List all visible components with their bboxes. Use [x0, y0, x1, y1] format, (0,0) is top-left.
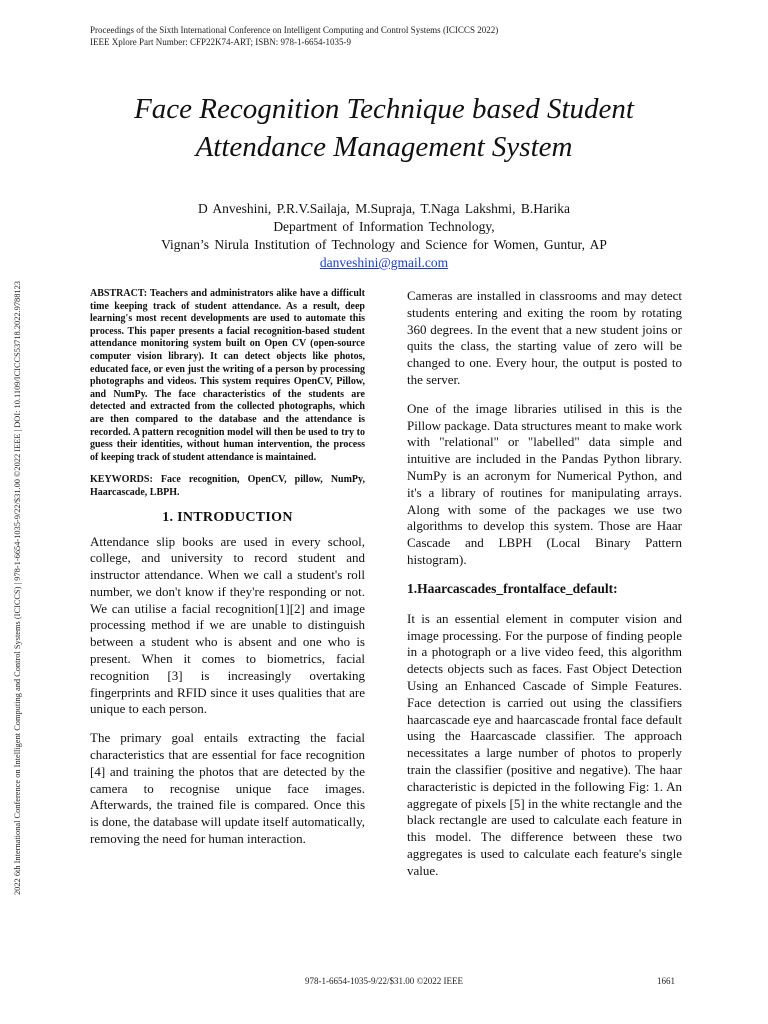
author-institution: Vignan’s Nirula Institution of Technology and Science for Women, Guntur, AP [161, 237, 607, 252]
abstract: ABSTRACT: Teachers and administrators alike have a difficult time keeping track of student attendance. As a result, deep learning's most recent developments are used to automate this process. This paper presents a facial recognition-based student attendance monitoring system built on Open CV (open-source computer vision library). It can detect objects like photos, educated face, or even just the writing of a person by processing photographs and videos. This system requires OpenCV, Pillow, and NumPy. The face characteristics of the students are detected and extracted from the collected photographs, which are then compared to the database and the attendance is recorded. A pattern recognition model will then be used to try to guess their identities, without human intervention, the process of keeping track of student attendance is maintained. [90, 288, 365, 463]
proceedings-header [90, 24, 498, 48]
right-column [407, 288, 682, 892]
haarcascade-paragraph: It is an essential element in computer vision and image processing. For the purpose of finding people in a photograph or a live video feed, this algorithm detects objects such as faces. Fast Object Detection Using an Enhanced Cascade of Simple Features. Face detection is carried out using the classifiers haarcascade eye and haarcascade frontal face default using the Haarcascade classifier. The approach necessitates a large number of photos to properly train the classifier (positive and negative). The haar characteristic is depicted in the following Fig: 1. An aggregate of pixels [5] in the white rectangle and the black rectangle are used to calculate each feature in this model. The difference between these two aggregates is used to calculate each feature's single value. [407, 610, 682, 878]
author-email-link[interactable]: danveshini@gmail.com [319, 255, 449, 270]
introduction-heading: 1. INTRODUCTION [162, 509, 293, 525]
libraries-paragraph: One of the image libraries utilised in this is the Pillow package. Data structures meant to make work with "relational" or "labelled" data simple and intuitive are included in the Pandas Python library. NumPy is an acronym for Numerical Python, and it's a library of routines for manipulating arrays. Along with some of the packages we use two algorithms to develop this system. Those are Haar Cascade and LBPH (Local Binary Pattern histogram). [407, 400, 682, 567]
haarcascade-heading: 1.Haarcascades_frontalface_default: [407, 580, 618, 596]
author-block [60, 200, 708, 272]
cameras-paragraph: Cameras are installed in classrooms and may detect students entering and exiting the room by rotating 360 degrees. In the event that a new student joins or quits the class, the starting value of zero will be changed to one. Every hour, the output is posted to the server. [407, 288, 682, 387]
title-line-2: Attendance Management System [195, 131, 573, 163]
footer-copyright: 978-1-6654-1035-9/22/$31.00 ©2022 IEEE [304, 976, 464, 986]
doi-sidebar: 2022 6th International Conference on Intelligent Computing and Control Systems (ICICCS) | 978-1-6654-1035-9/22/$31.00 ©2022 IEEE | DOI: 10.1109/ICICCS53718.2022.9788123 [13, 281, 22, 895]
intro-paragraph-2: The primary goal entails extracting the facial characteristics that are essential for face recognition [4] and training the photos that are detected by the camera to recognise unique face images. Afterwards, the trained file is compared. Once this is done, the database will update itself automatically, removing the need for human interaction. [90, 730, 365, 847]
left-column [90, 288, 365, 860]
header-line-2: IEEE Xplore Part Number: CFP22K74-ART; ISBN: 978-1-6654-1035-9 [90, 37, 351, 47]
page-number: 1661 [657, 976, 675, 986]
author-names: D Anveshini, P.R.V.Sailaja, M.Supraja, T.Naga Lakshmi, B.Harika [198, 201, 570, 216]
author-department: Department of Information Technology, [273, 219, 495, 234]
intro-paragraph-1: Attendance slip books are used in every school, college, and university to record student and instructor attendance. When we call a student's roll number, we don't know if they're responding or not. We can utilise a facial recognition[1][2] and image processing method if we are unable to distinguish between a student who is absent and one who is present. When it comes to biometrics, facial recognition [3] is increasingly overtaking fingerprints and RFID since it uses qualities that are unique to each person. [90, 533, 365, 717]
header-line-1: Proceedings of the Sixth International Conference on Intelligent Computing and Control Systems (ICICCS 2022) [90, 25, 499, 35]
title-line-1: Face Recognition Technique based Student [134, 93, 634, 125]
paper-title [60, 90, 708, 166]
keywords: KEYWORDS: Face recognition, OpenCV, pillow, NumPy, Haarcascade, LBPH. [90, 474, 365, 498]
